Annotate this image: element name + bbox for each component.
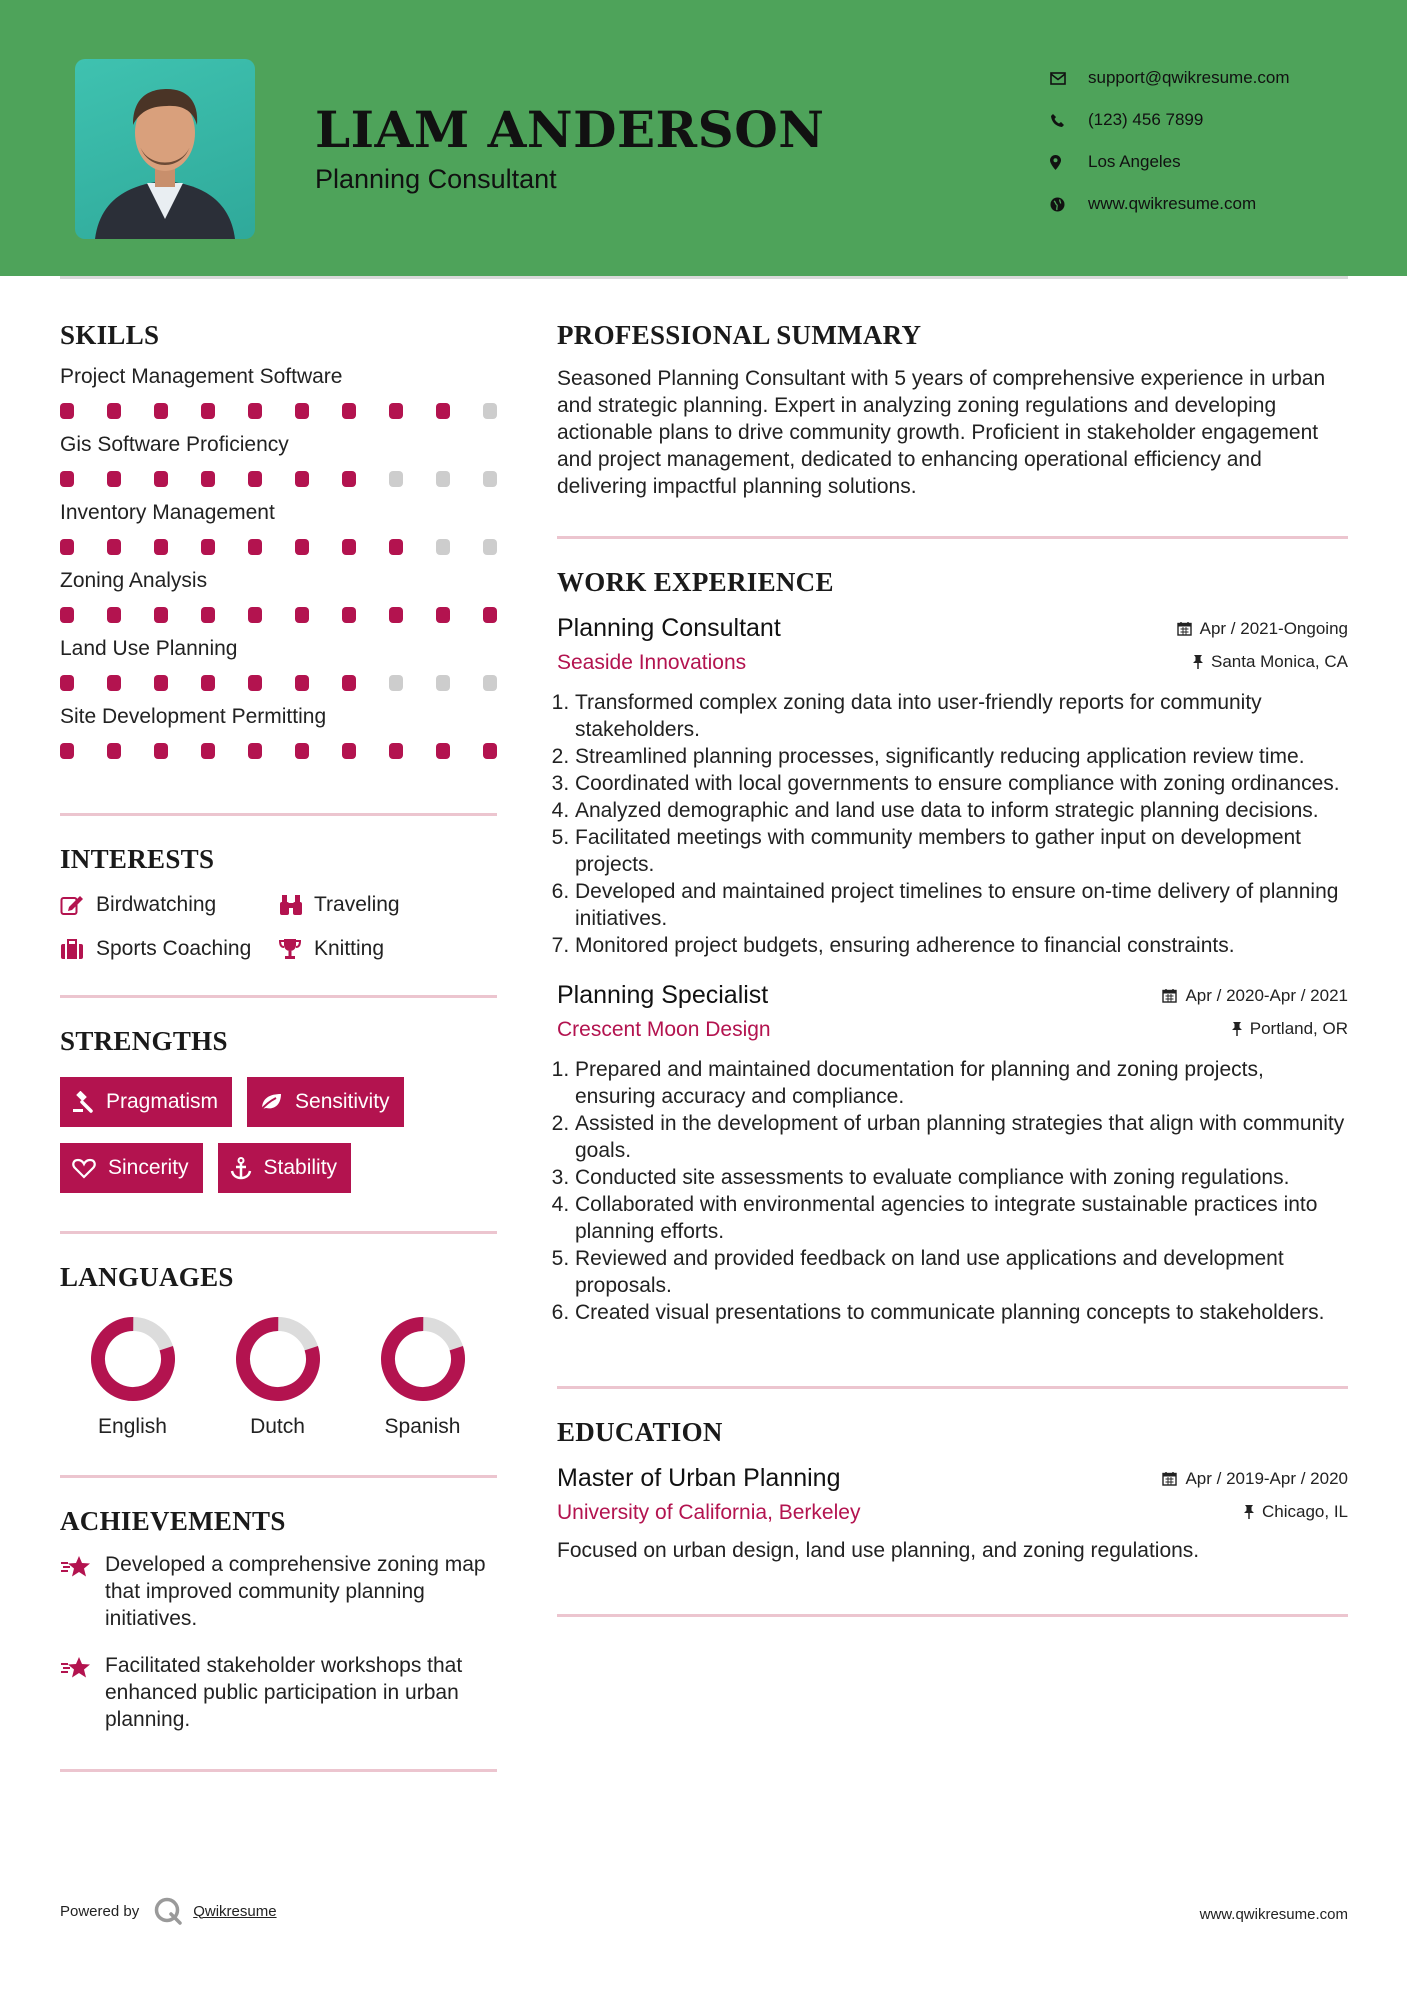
skill-rating bbox=[60, 743, 497, 759]
section-title: INTERESTS bbox=[60, 844, 215, 874]
binoculars-icon bbox=[278, 894, 314, 916]
interest-item: Traveling bbox=[278, 893, 497, 917]
section-title: SKILLS bbox=[60, 320, 160, 350]
qwikresume-logo-icon bbox=[153, 1896, 183, 1926]
job-bullet: 1. Prepared and maintained documentation for planning and zoning projects, ensuring accuracy and compliance. bbox=[575, 1056, 1348, 1110]
contact-email[interactable]: support@qwikresume.com bbox=[1050, 57, 1290, 99]
job-bullet: 3. Conducted site assessments to evaluate compliance with zoning regulations. bbox=[575, 1164, 1348, 1191]
edit-icon bbox=[60, 894, 96, 916]
skill-rating bbox=[60, 607, 497, 623]
skill-name: Land Use Planning bbox=[60, 637, 238, 660]
job-bullet: 6. Created visual presentations to communicate planning concepts to stakeholders. bbox=[575, 1299, 1348, 1326]
job-date: Apr / 2021-Ongoing bbox=[1177, 619, 1348, 639]
heart-icon bbox=[72, 1158, 96, 1179]
rating-dot-filled bbox=[107, 675, 121, 691]
job-bullet: 6. Developed and maintained project timelines to ensure on-time delivery of planning initiatives. bbox=[575, 878, 1348, 932]
contact-website[interactable]: www.qwikresume.com bbox=[1050, 183, 1290, 225]
header-divider bbox=[60, 276, 1348, 279]
job-bullet: 2. Assisted in the development of urban planning strategies that align with community goals. bbox=[575, 1110, 1348, 1164]
rating-dot-empty bbox=[436, 675, 450, 691]
section-divider bbox=[60, 1475, 497, 1478]
rating-dot-filled bbox=[342, 403, 356, 419]
language-label: Spanish bbox=[384, 1415, 461, 1438]
job-date: Apr / 2020-Apr / 2021 bbox=[1162, 986, 1348, 1006]
contact-location: Los Angeles bbox=[1050, 141, 1290, 183]
rating-dot-filled bbox=[342, 743, 356, 759]
rating-dot-filled bbox=[248, 403, 262, 419]
strengths-section bbox=[60, 1026, 497, 1193]
job-bullet: 5. Facilitated meetings with community members to gather input on development projects. bbox=[575, 824, 1348, 878]
rating-dot-empty bbox=[389, 675, 403, 691]
rating-dot-filled bbox=[248, 607, 262, 623]
section-divider bbox=[557, 1386, 1348, 1389]
job-title: Planning Consultant bbox=[557, 614, 781, 642]
summary-section bbox=[557, 320, 1348, 500]
rating-dot-filled bbox=[154, 403, 168, 419]
rating-dot-filled bbox=[201, 471, 215, 487]
rating-dot-filled bbox=[295, 675, 309, 691]
pin-icon bbox=[1231, 1021, 1243, 1036]
rating-dot-filled bbox=[107, 539, 121, 555]
job-bullet: 5. Reviewed and provided feedback on land use applications and development proposals. bbox=[575, 1245, 1348, 1299]
contact-list bbox=[1050, 57, 1290, 225]
rating-dot-filled bbox=[107, 743, 121, 759]
rating-dot-filled bbox=[295, 471, 309, 487]
interests-section bbox=[60, 844, 497, 961]
left-column bbox=[60, 320, 497, 1772]
rating-dot-filled bbox=[107, 607, 121, 623]
skill-rating bbox=[60, 675, 497, 691]
education-section bbox=[557, 1417, 1348, 1564]
anchor-icon bbox=[230, 1157, 252, 1180]
rating-dot-empty bbox=[483, 403, 497, 419]
calendar-icon bbox=[1162, 1471, 1177, 1486]
rating-dot-filled bbox=[389, 607, 403, 623]
rating-dot-filled bbox=[154, 675, 168, 691]
candidate-name: LIAM ANDERSON bbox=[315, 100, 825, 159]
school-name: University of California, Berkeley bbox=[557, 1501, 861, 1524]
language-ring bbox=[91, 1317, 175, 1401]
map-pin-icon bbox=[1050, 155, 1088, 170]
language-label: English bbox=[98, 1415, 167, 1438]
achievement-item: Developed a comprehensive zoning map that improved community planning initiatives. bbox=[60, 1551, 497, 1632]
rating-dot-empty bbox=[436, 539, 450, 555]
rating-dot-empty bbox=[436, 471, 450, 487]
rating-dot-filled bbox=[154, 743, 168, 759]
briefcase-icon bbox=[60, 939, 96, 959]
rating-dot-filled bbox=[154, 607, 168, 623]
rating-dot-filled bbox=[201, 743, 215, 759]
pin-icon bbox=[1243, 1504, 1255, 1519]
skill-rating bbox=[60, 471, 497, 487]
languages-section bbox=[60, 1262, 497, 1439]
contact-phone[interactable]: (123) 456 7899 bbox=[1050, 99, 1290, 141]
rating-dot-filled bbox=[201, 539, 215, 555]
rating-dot-filled bbox=[483, 607, 497, 623]
interest-item: Sports Coaching bbox=[60, 937, 278, 961]
profile-photo bbox=[75, 59, 255, 239]
skill-name: Project Management Software bbox=[60, 365, 343, 388]
education-date: Apr / 2019-Apr / 2020 bbox=[1162, 1469, 1348, 1489]
job-title: Planning Specialist bbox=[557, 981, 769, 1009]
phone-icon bbox=[1050, 113, 1088, 128]
language-item bbox=[205, 1317, 350, 1439]
company-name: Crescent Moon Design bbox=[557, 1018, 771, 1041]
language-ring bbox=[236, 1317, 320, 1401]
right-column bbox=[557, 320, 1348, 1617]
rating-dot-filled bbox=[60, 607, 74, 623]
rating-dot-filled bbox=[201, 403, 215, 419]
section-divider bbox=[60, 1231, 497, 1234]
qwikresume-link[interactable]: Qwikresume bbox=[193, 1902, 277, 1920]
rating-dot-filled bbox=[107, 403, 121, 419]
rating-dot-filled bbox=[295, 743, 309, 759]
job-location: Portland, OR bbox=[1231, 1019, 1348, 1039]
rating-dot-filled bbox=[248, 539, 262, 555]
rating-dot-filled bbox=[248, 675, 262, 691]
section-divider bbox=[60, 813, 497, 816]
section-title: EDUCATION bbox=[557, 1417, 723, 1447]
section-divider bbox=[60, 1769, 497, 1772]
achievement-item: Facilitated stakeholder workshops that enhanced public participation in urban planning. bbox=[60, 1652, 497, 1733]
degree-title: Master of Urban Planning bbox=[557, 1464, 841, 1492]
rating-dot-filled bbox=[60, 743, 74, 759]
leaf-icon bbox=[259, 1092, 283, 1112]
rating-dot-filled bbox=[389, 743, 403, 759]
section-title: LANGUAGES bbox=[60, 1262, 234, 1292]
rating-dot-filled bbox=[60, 675, 74, 691]
rating-dot-filled bbox=[342, 539, 356, 555]
job-bullets bbox=[557, 1056, 1348, 1326]
rating-dot-filled bbox=[60, 471, 74, 487]
skill-name: Inventory Management bbox=[60, 501, 275, 524]
envelope-icon bbox=[1050, 72, 1088, 85]
skills-section bbox=[60, 320, 497, 759]
rating-dot-filled bbox=[436, 743, 450, 759]
gavel-icon bbox=[72, 1091, 94, 1113]
skill-name: Site Development Permitting bbox=[60, 705, 327, 728]
language-label: Dutch bbox=[250, 1415, 305, 1438]
skill-rating bbox=[60, 403, 497, 419]
section-title: STRENGTHS bbox=[60, 1026, 228, 1056]
rating-dot-filled bbox=[201, 675, 215, 691]
job-bullets bbox=[557, 689, 1348, 959]
achievements-section bbox=[60, 1506, 497, 1733]
rating-dot-empty bbox=[483, 539, 497, 555]
globe-icon bbox=[1050, 197, 1088, 212]
job-entry bbox=[557, 981, 1348, 1326]
section-divider bbox=[60, 995, 497, 998]
star-icon bbox=[60, 1652, 105, 1733]
rating-dot-filled bbox=[107, 471, 121, 487]
rating-dot-filled bbox=[248, 471, 262, 487]
rating-dot-filled bbox=[60, 403, 74, 419]
rating-dot-filled bbox=[201, 607, 215, 623]
resume-header bbox=[0, 0, 1407, 276]
education-description: Focused on urban design, land use planning, and zoning regulations. bbox=[557, 1539, 1200, 1562]
pin-icon bbox=[1192, 654, 1204, 669]
strength-tag: Pragmatism bbox=[60, 1077, 232, 1127]
rating-dot-filled bbox=[248, 743, 262, 759]
strength-tag: Sincerity bbox=[60, 1143, 203, 1193]
rating-dot-filled bbox=[154, 539, 168, 555]
rating-dot-filled bbox=[436, 607, 450, 623]
strength-tag: Sensitivity bbox=[247, 1077, 404, 1127]
section-title: PROFESSIONAL SUMMARY bbox=[557, 320, 922, 350]
language-ring bbox=[381, 1317, 465, 1401]
section-title: ACHIEVEMENTS bbox=[60, 1506, 286, 1536]
interest-item: Birdwatching bbox=[60, 893, 278, 917]
rating-dot-empty bbox=[483, 675, 497, 691]
rating-dot-empty bbox=[389, 471, 403, 487]
work-section bbox=[557, 567, 1348, 1326]
calendar-icon bbox=[1177, 621, 1192, 636]
section-title: WORK EXPERIENCE bbox=[557, 567, 834, 597]
job-entry bbox=[557, 614, 1348, 959]
rating-dot-filled bbox=[436, 403, 450, 419]
language-item bbox=[350, 1317, 495, 1439]
language-item bbox=[60, 1317, 205, 1439]
strength-tag: Stability bbox=[218, 1143, 352, 1193]
rating-dot-empty bbox=[483, 471, 497, 487]
rating-dot-filled bbox=[295, 403, 309, 419]
rating-dot-filled bbox=[389, 403, 403, 419]
rating-dot-filled bbox=[295, 539, 309, 555]
rating-dot-filled bbox=[154, 471, 168, 487]
skill-name: Gis Software Proficiency bbox=[60, 433, 289, 456]
star-icon bbox=[60, 1551, 105, 1632]
rating-dot-filled bbox=[295, 607, 309, 623]
job-bullet: 4. Collaborated with environmental agencies to integrate sustainable practices into planning efforts. bbox=[575, 1191, 1348, 1245]
job-bullet: 1. Transformed complex zoning data into user-friendly reports for community stakeholders. bbox=[575, 689, 1348, 743]
job-bullet: 4. Analyzed demographic and land use data to inform strategic planning decisions. bbox=[575, 797, 1348, 824]
rating-dot-filled bbox=[342, 675, 356, 691]
calendar-icon bbox=[1162, 988, 1177, 1003]
footer-website[interactable]: www.qwikresume.com bbox=[1199, 1906, 1348, 1923]
footer-branding: Powered by Qwikresume bbox=[60, 1896, 277, 1926]
skills-list bbox=[60, 365, 497, 759]
trophy-icon bbox=[278, 938, 314, 960]
job-location: Santa Monica, CA bbox=[1192, 652, 1348, 672]
job-bullet: 3. Coordinated with local governments to ensure compliance with zoning ordinances. bbox=[575, 770, 1348, 797]
summary-text: Seasoned Planning Consultant with 5 years of comprehensive experience in urban and strategic planning. Expert in analyzing zoning regulations and developing actionable plans to drive community growth. Proficient in stakeholder engagement and project management, dedicated to enhancing operational efficiency and delivering impactful planning solutions. bbox=[557, 367, 1326, 498]
skill-name: Zoning Analysis bbox=[60, 569, 208, 592]
rating-dot-filled bbox=[342, 607, 356, 623]
interest-item: Knitting bbox=[278, 937, 497, 961]
skill-rating bbox=[60, 539, 497, 555]
section-divider bbox=[557, 1614, 1348, 1617]
section-divider bbox=[557, 536, 1348, 539]
job-bullet: 2. Streamlined planning processes, significantly reducing application review time. bbox=[575, 743, 1348, 770]
rating-dot-filled bbox=[342, 471, 356, 487]
rating-dot-filled bbox=[60, 539, 74, 555]
company-name: Seaside Innovations bbox=[557, 651, 747, 674]
rating-dot-filled bbox=[389, 539, 403, 555]
rating-dot-filled bbox=[483, 743, 497, 759]
job-bullet: 7. Monitored project budgets, ensuring adherence to financial constraints. bbox=[575, 932, 1348, 959]
education-location: Chicago, IL bbox=[1243, 1502, 1348, 1522]
candidate-title: Planning Consultant bbox=[315, 164, 557, 194]
person-portrait-icon bbox=[75, 59, 255, 239]
